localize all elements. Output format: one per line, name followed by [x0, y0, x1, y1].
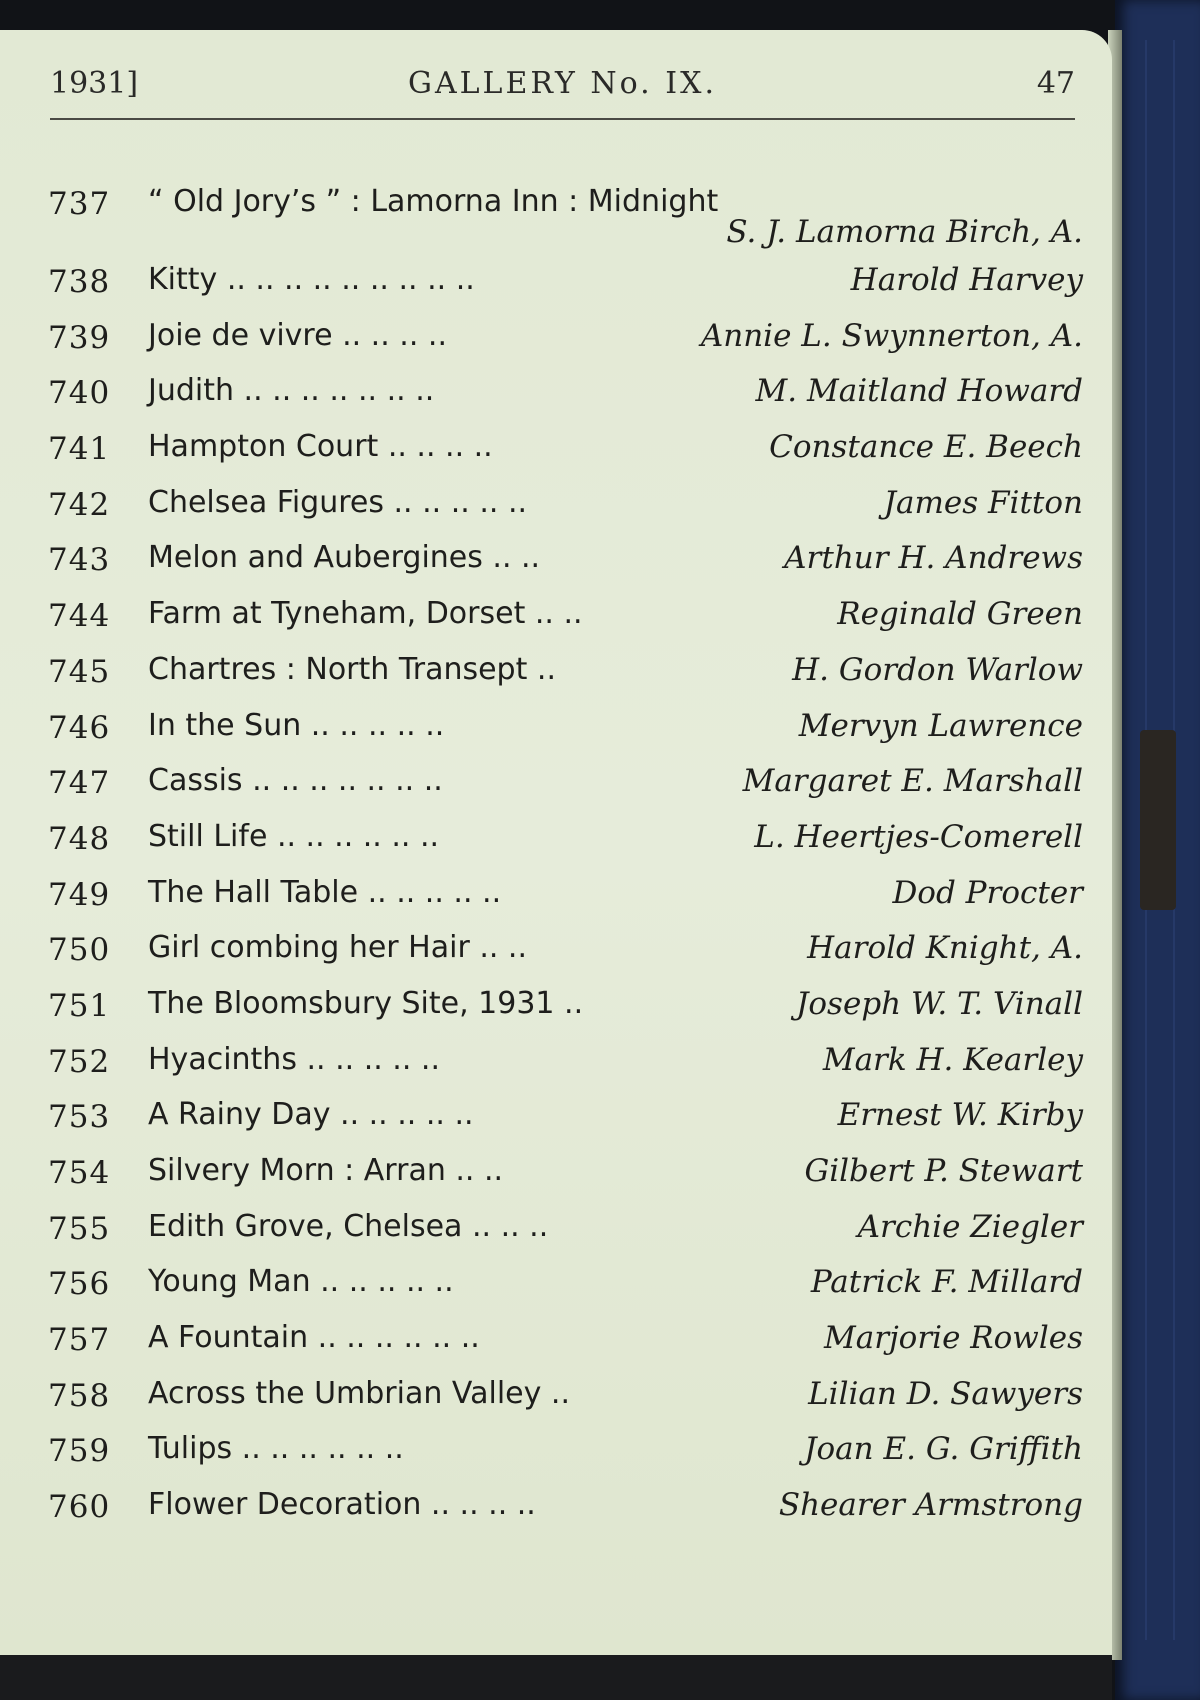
page-header	[50, 58, 1075, 120]
entry-number: 738	[48, 264, 111, 300]
catalogue-entry	[48, 592, 1083, 648]
header-title: GALLERY No. IX.	[408, 66, 717, 101]
entry-number: 752	[48, 1043, 111, 1080]
entry-number: 759	[48, 1433, 111, 1470]
entry-number: 741	[48, 431, 111, 468]
catalogue-entry	[48, 982, 1083, 1038]
entry-title: Across the Umbrian Valley ..	[148, 1375, 570, 1411]
entry-title: Melon and Aubergines .. ..	[148, 540, 541, 576]
entry-number: 750	[48, 932, 111, 969]
entry-artist: Lilian D. Sawyers	[808, 1375, 1083, 1412]
entry-artist: S. J. Lamorna Birch, A.	[726, 214, 1083, 250]
entry-title: A Rainy Day .. .. .. .. ..	[148, 1097, 474, 1133]
entry-title: The Bloomsbury Site, 1931 ..	[148, 985, 584, 1021]
header-year: 1931]	[50, 66, 139, 101]
catalogue-entry	[48, 759, 1083, 815]
entry-title: Cassis .. .. .. .. .. .. ..	[148, 763, 443, 799]
catalogue-entry	[48, 425, 1083, 481]
entry-title: Judith .. .. .. .. .. .. ..	[148, 373, 435, 409]
entry-title: Chelsea Figures .. .. .. .. ..	[148, 484, 528, 520]
entry-title: Still Life .. .. .. .. .. ..	[148, 818, 440, 854]
entry-title: Flower Decoration .. .. .. ..	[148, 1487, 536, 1523]
header-page-number: 47	[1036, 66, 1075, 101]
entry-title: In the Sun .. .. .. .. ..	[148, 707, 445, 743]
entry-number: 742	[48, 486, 111, 523]
entry-number: 757	[48, 1322, 111, 1359]
catalogue-entry	[48, 1260, 1083, 1316]
catalogue-entry	[48, 704, 1083, 760]
entry-number: 756	[48, 1266, 111, 1303]
entry-artist: Marjorie Rowles	[824, 1320, 1083, 1357]
entry-artist: Gilbert P. Stewart	[804, 1153, 1083, 1189]
entry-number: 739	[48, 319, 111, 356]
entry-number: 737	[48, 186, 111, 222]
entry-artist: Reginald Green	[837, 596, 1083, 633]
entry-artist: M. Maitland Howard	[755, 373, 1083, 410]
entry-artist: H. Gordon Warlow	[792, 651, 1083, 688]
catalogue-entry	[48, 815, 1083, 871]
catalogue-entry	[48, 180, 1083, 258]
entry-title: Silvery Morn : Arran .. ..	[148, 1153, 504, 1188]
entry-title: “ Old Jory’s ” : Lamorna Inn : Midnight	[148, 184, 719, 219]
entry-artist: Archie Ziegler	[857, 1208, 1083, 1245]
entry-number: 754	[48, 1155, 111, 1191]
entry-number: 755	[48, 1210, 111, 1247]
entry-artist: Mervyn Lawrence	[798, 707, 1083, 744]
catalogue-entry	[48, 926, 1083, 982]
entry-artist: Joan E. G. Griffith	[804, 1431, 1083, 1468]
entry-title: Young Man .. .. .. .. ..	[148, 1264, 454, 1300]
entry-number: 749	[48, 876, 111, 913]
entry-number: 747	[48, 765, 111, 802]
catalogue-entry	[48, 1427, 1083, 1483]
catalogue-entry	[48, 1205, 1083, 1261]
entry-artist: L. Heertjes-Comerell	[754, 818, 1083, 855]
catalogue-entry	[48, 536, 1083, 592]
entry-number: 744	[48, 598, 111, 635]
entry-title: Joie de vivre .. .. .. ..	[148, 317, 447, 353]
entry-artist: Ernest W. Kirby	[837, 1097, 1083, 1134]
entry-number: 740	[48, 375, 111, 412]
catalogue-entry	[48, 258, 1083, 314]
catalogue-entry	[48, 1483, 1083, 1539]
entry-artist: Mark H. Kearley	[822, 1041, 1083, 1078]
catalogue-entry	[48, 648, 1083, 704]
entry-number: 751	[48, 987, 111, 1024]
entry-artist: Margaret E. Marshall	[742, 763, 1083, 800]
entry-number: 758	[48, 1377, 111, 1414]
entry-artist: Dod Procter	[892, 874, 1083, 911]
entry-title: The Hall Table .. .. .. .. ..	[148, 874, 502, 910]
entry-artist: James Fitton	[883, 484, 1083, 521]
catalogue-entry	[48, 1093, 1083, 1149]
entry-number: 743	[48, 542, 111, 579]
entry-number: 748	[48, 820, 111, 857]
entry-artist: Constance E. Beech	[769, 429, 1083, 466]
entry-artist: Arthur H. Andrews	[784, 540, 1083, 577]
entry-artist: Annie L. Swynnerton, A.	[700, 317, 1083, 354]
catalogue-entry	[48, 1316, 1083, 1372]
catalogue-entry	[48, 1149, 1083, 1205]
entry-artist: Harold Harvey	[850, 262, 1083, 298]
entry-title: Chartres : North Transept ..	[148, 651, 556, 687]
entry-title: Farm at Tyneham, Dorset .. ..	[148, 596, 583, 632]
entry-title: Hyacinths .. .. .. .. ..	[148, 1041, 440, 1077]
entry-artist: Harold Knight, A.	[807, 930, 1083, 967]
entry-title: Kitty .. .. .. .. .. .. .. .. ..	[148, 262, 475, 297]
entry-title: Edith Grove, Chelsea .. .. ..	[148, 1208, 549, 1244]
catalogue-entries	[48, 180, 1083, 1539]
entry-title: A Fountain .. .. .. .. .. ..	[148, 1320, 480, 1356]
entry-number: 746	[48, 709, 111, 746]
entry-number: 760	[48, 1489, 111, 1526]
entry-title: Tulips .. .. .. .. .. ..	[148, 1431, 404, 1467]
bottom-shadow	[0, 1655, 1112, 1700]
entry-artist: Joseph W. T. Vinall	[795, 985, 1083, 1022]
catalogue-entry	[48, 481, 1083, 537]
book-clasp	[1140, 730, 1176, 910]
entry-number: 745	[48, 653, 111, 690]
entry-artist: Patrick F. Millard	[810, 1264, 1083, 1301]
catalogue-entry	[48, 871, 1083, 927]
catalogue-entry	[48, 314, 1083, 370]
entry-artist: Shearer Armstrong	[778, 1487, 1083, 1524]
catalogue-entry	[48, 1038, 1083, 1094]
entry-title: Hampton Court .. .. .. ..	[148, 429, 493, 465]
entry-number: 753	[48, 1099, 111, 1136]
catalogue-entry	[48, 369, 1083, 425]
entry-title: Girl combing her Hair .. ..	[148, 930, 527, 966]
catalogue-entry	[48, 1372, 1083, 1428]
